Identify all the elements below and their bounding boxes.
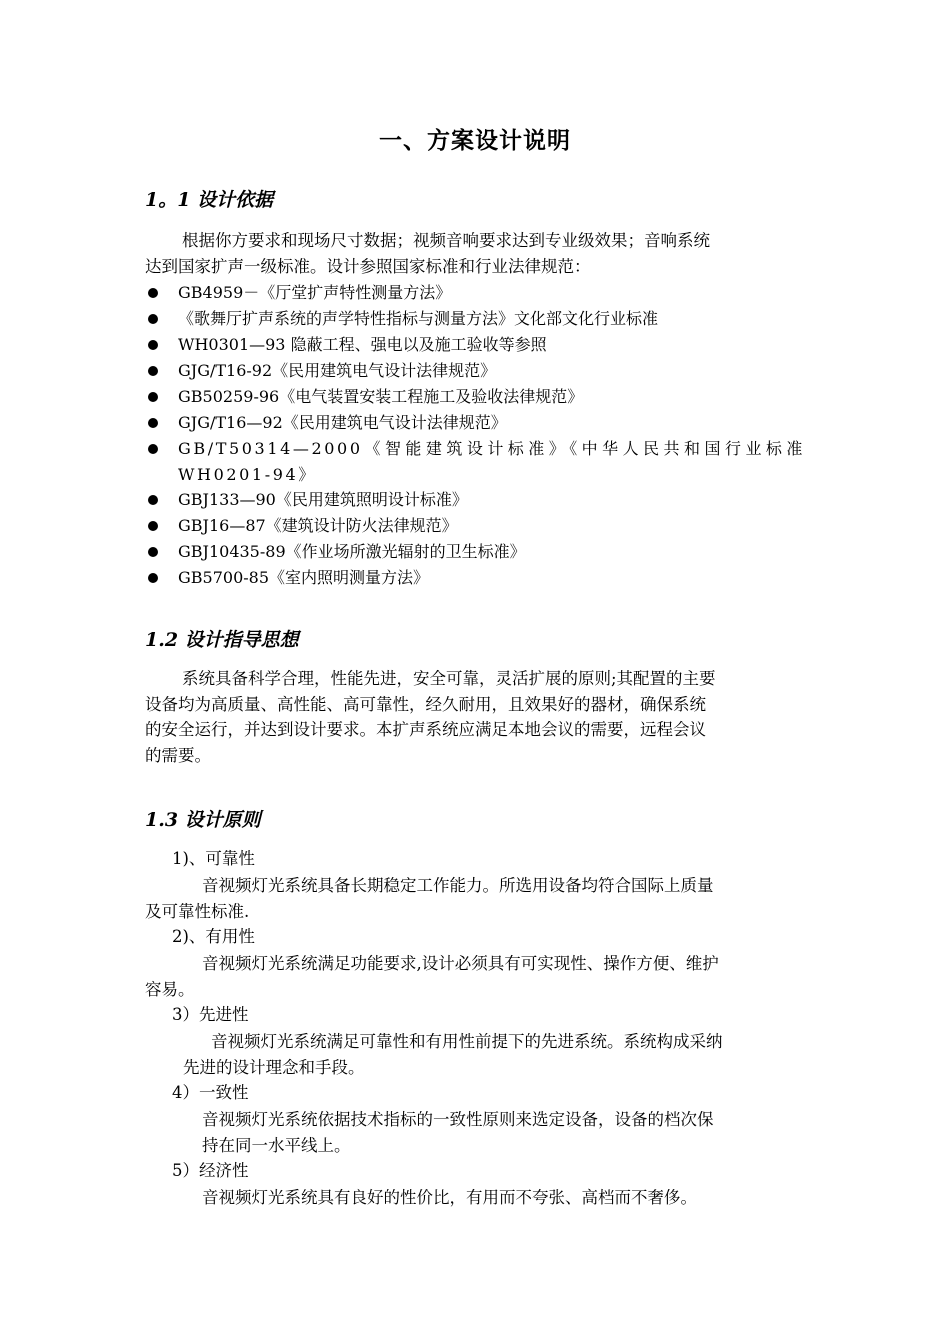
standards-list [145, 280, 805, 591]
paragraph-line: 音视频灯光系统依据技术指标的一致性原则来选定设备，设备的档次保 [202, 1110, 714, 1129]
paragraph-line: 容易。 [145, 979, 195, 999]
list-item: GB4959－《厅堂扩声特性测量方法》 [145, 280, 805, 306]
bullet-icon [148, 392, 158, 402]
paragraph-line: 先进的设计理念和手段。 [183, 1057, 365, 1077]
list-item: GJG/T16-92《民用建筑电气设计法律规范》 [145, 358, 805, 384]
paragraph-line: 音视频灯光系统满足功能要求,设计必须具有可实现性、操作方便、维护 [202, 954, 719, 973]
principle-advanced-body [183, 1029, 808, 1080]
principle-economy-body [202, 1185, 807, 1211]
principle-consistency-head: 4）一致性 [172, 1083, 249, 1102]
page-title: 一、方案设计说明 [379, 127, 571, 154]
bullet-icon [148, 444, 158, 454]
paragraph-line: 的需要。 [145, 745, 211, 765]
bullet-icon [148, 340, 158, 350]
principle-reliability-head: 1)、可靠性 [172, 849, 255, 868]
bullet-icon [148, 366, 158, 376]
bullet-icon [148, 521, 158, 531]
list-item: GJG/T16—92《民用建筑电气设计法律规范》 [145, 410, 805, 436]
principle-consistency-body [202, 1107, 807, 1158]
bullet-icon [148, 573, 158, 583]
bullet-icon [148, 288, 158, 298]
list-item: GBJ16—87《建筑设计防火法律规范》 [145, 513, 805, 539]
bullet-icon [148, 495, 158, 505]
list-item: GB5700-85《室内照明测量方法》 [145, 565, 805, 591]
intro-line: 根据你方要求和现场尺寸数据；视频音响要求达到专业级效果；音响系统 [182, 231, 710, 250]
paragraph-line: 音视频灯光系统满足可靠性和有用性前提下的先进系统。系统构成采纳 [211, 1032, 723, 1051]
list-item: GB50259-96《电气装置安装工程施工及验收法律规范》 [145, 384, 805, 410]
intro-line: 达到国家扩声一级标准。设计参照国家标准和行业法律规范： [145, 256, 591, 276]
paragraph-line: 系统具备科学合理，性能先进，安全可靠，灵活扩展的原则;其配置的主要 [182, 669, 716, 688]
guiding-idea-paragraph [145, 666, 805, 768]
list-item: GBJ133—90《民用建筑照明设计标准》 [145, 487, 805, 513]
list-item: 《歌舞厅扩声系统的声学特性指标与测量方法》文化部文化行业标准 [145, 306, 805, 332]
bullet-icon [148, 418, 158, 428]
section-heading-design-basis: 1。1 设计依据 [145, 189, 274, 211]
principle-usability-head: 2)、有用性 [172, 927, 255, 946]
paragraph-line: 的安全运行，并达到设计要求。本扩声系统应满足本地会议的需要，远程会议 [145, 720, 706, 739]
principle-usability-body [145, 951, 805, 1002]
section-heading-design-principles: 1.3 设计原则 [145, 809, 261, 831]
paragraph-line: 及可靠性标准. [145, 901, 250, 921]
list-item: GBJ10435-89《作业场所激光辐射的卫生标准》 [145, 539, 805, 565]
principle-economy-head: 5）经济性 [172, 1161, 249, 1180]
paragraph-line: 设备均为高质量、高性能、高可靠性，经久耐用，且效果好的器材，确保系统 [145, 694, 706, 714]
list-item: GB/T50314—2000《智能建筑设计标准》《中华人民共和国行业标准 WH0201-94》 [145, 436, 805, 487]
paragraph-line: 音视频灯光系统具备长期稳定工作能力。所选用设备均符合国际上质量 [202, 876, 714, 895]
section-heading-guiding-idea: 1.2 设计指导思想 [145, 629, 299, 651]
bullet-icon [148, 314, 158, 324]
paragraph-line: 持在同一水平线上。 [202, 1135, 351, 1155]
list-item: WH0301—93 隐蔽工程、强电以及施工验收等参照 [145, 332, 805, 358]
design-basis-intro [145, 228, 805, 279]
principle-advanced-head: 3）先进性 [172, 1005, 249, 1024]
principle-reliability-body [145, 873, 805, 924]
paragraph-line: 音视频灯光系统具有良好的性价比，有用而不夸张、高档而不奢侈。 [202, 1188, 697, 1207]
bullet-icon [148, 547, 158, 557]
